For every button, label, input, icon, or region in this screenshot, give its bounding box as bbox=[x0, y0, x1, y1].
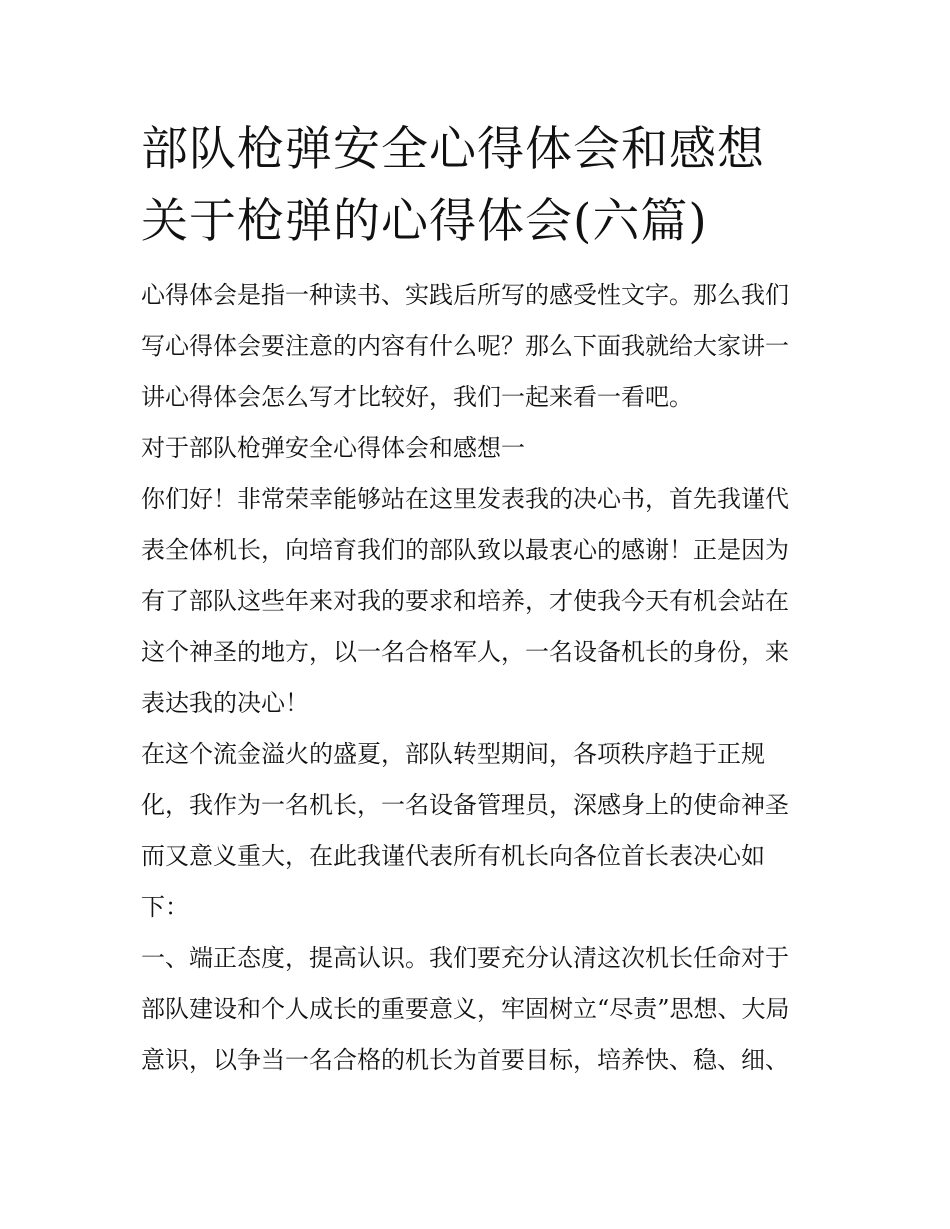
title-line: 部队枪弹安全心得体会和感想 bbox=[141, 122, 765, 177]
intro-paragraph bbox=[141, 270, 813, 423]
text-line: 你们好！非常荣幸能够站在这里发表我的决心书，首先我谨代 bbox=[141, 485, 789, 513]
text-line: 表达我的决心！ bbox=[141, 689, 309, 717]
paragraph-3 bbox=[141, 933, 813, 1086]
text-line: 这个神圣的地方，以一名合格军人，一名设备机长的身份，来 bbox=[141, 638, 789, 666]
text-line: 下： bbox=[141, 893, 189, 921]
text-line: 写心得体会要注意的内容有什么呢？那么下面我就给大家讲一 bbox=[141, 332, 789, 360]
document-title bbox=[141, 114, 813, 258]
text-line: 化，我作为一名机长，一名设备管理员，深感身上的使命神圣 bbox=[141, 791, 789, 819]
text-line: 讲心得体会怎么写才比较好，我们一起来看一看吧。 bbox=[141, 383, 693, 411]
text-line: 表全体机长，向培育我们的部队致以最衷心的感谢！正是因为 bbox=[141, 536, 789, 564]
text-line: 心得体会是指一种读书、实践后所写的感受性文字。那么我们 bbox=[141, 281, 789, 309]
text-line: 在这个流金溢火的盛夏，部队转型期间，各项秩序趋于正规 bbox=[141, 740, 765, 768]
text-line: 有了部队这些年来对我的要求和培养，才使我今天有机会站在 bbox=[141, 587, 789, 615]
paragraph-1 bbox=[141, 474, 813, 729]
text-line: 而又意义重大，在此我谨代表所有机长向各位首长表决心如 bbox=[141, 842, 765, 870]
title-line: 关于枪弹的心得体会(六篇) bbox=[141, 194, 708, 249]
text-line: 对于部队枪弹安全心得体会和感想一 bbox=[141, 434, 525, 462]
text-line: 部队建设和个人成长的重要意义，牢固树立“尽责”思想、大局 bbox=[141, 995, 790, 1023]
section-heading bbox=[141, 423, 813, 474]
text-line: 意识，以争当一名合格的机长为首要目标，培养快、稳、细、 bbox=[141, 1046, 789, 1074]
paragraph-2 bbox=[141, 729, 813, 933]
text-line: 一、端正态度，提高认识。我们要充分认清这次机长任命对于 bbox=[141, 944, 789, 972]
document-body bbox=[141, 114, 813, 1086]
